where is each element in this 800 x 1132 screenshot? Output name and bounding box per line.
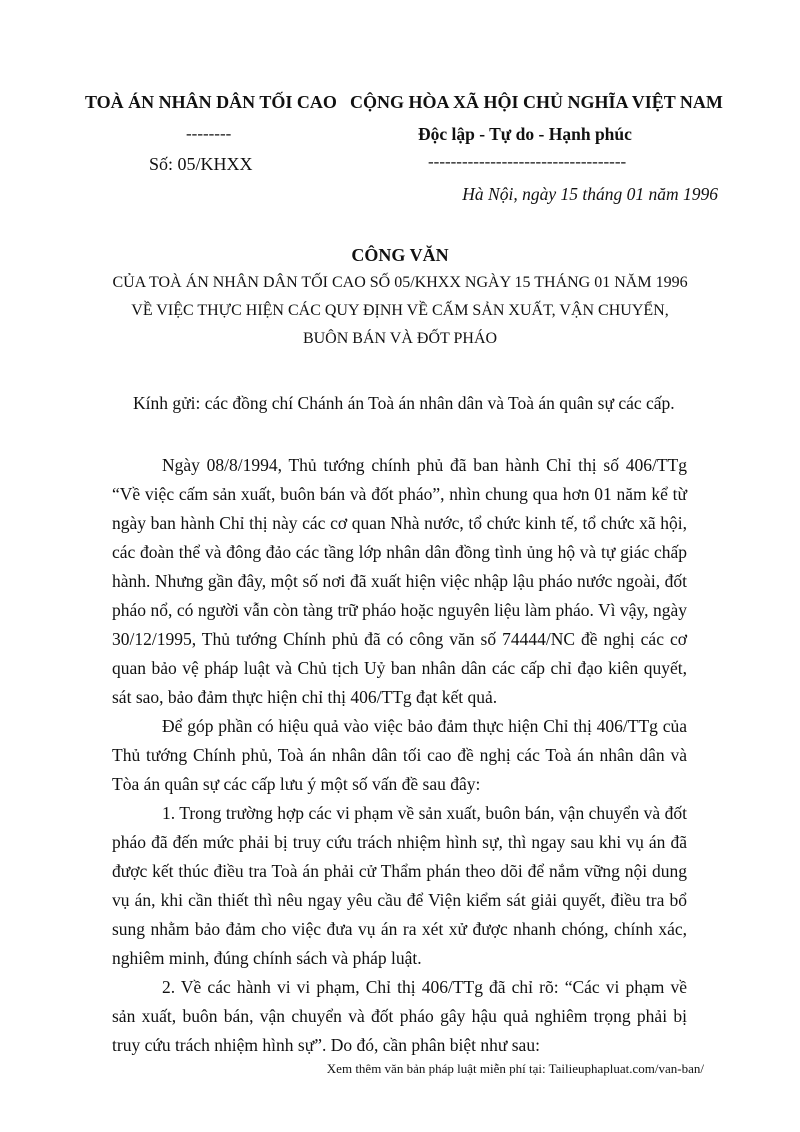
country-name: CỘNG HÒA XÃ HỘI CHỦ NGHĨA VIỆT NAM	[350, 92, 723, 112]
title-line-1: CỦA TOÀ ÁN NHÂN DÂN TỐI CAO SỐ 05/KHXX NGÀY 15 THÁNG 01 NĂM 1996	[112, 274, 688, 291]
court-name: TOÀ ÁN NHÂN DÂN TỐI CAO	[85, 92, 337, 112]
place-date: Hà Nội, ngày 15 tháng 01 năm 1996	[462, 184, 718, 204]
court-divider: --------	[186, 124, 232, 143]
paragraph-item-2: 2. Về các hành vi vi phạm, Chỉ thị 406/TTg đã chỉ rõ: “Các vi phạm về sản xuất, buôn bán, vận chuyển và đốt pháo gây hậu quả nghiêm trọng phải bị truy cứu trách nhiệm hình sự”. Do đó, cần phân biệt như sau:	[112, 977, 687, 1055]
paragraph-2: Để góp phần có hiệu quả vào việc bảo đảm thực hiện Chỉ thị 406/TTg của Thủ tướng Chính phủ, Toà án nhân dân tối cao đề nghị các Toà án nhân dân và Tòa án quân sự các cấp lưu ý một số vấn đề sau đây:	[112, 716, 687, 794]
national-motto: Độc lập - Tự do - Hạnh phúc	[418, 124, 632, 144]
document-number: Số: 05/KHXX	[149, 154, 253, 174]
document-type: CÔNG VĂN	[351, 245, 449, 265]
title-line-3: BUÔN BÁN VÀ ĐỐT PHÁO	[302, 330, 498, 347]
paragraph-1: Ngày 08/8/1994, Thủ tướng chính phủ đã ban hành Chỉ thị số 406/TTg “Về việc cấm sản xuất, buôn bán và đốt pháo”, nhìn chung qua hơn 01 năm kể từ ngày ban hành Chỉ thị này các cơ quan Nhà nước, tổ chức kinh tế, tổ chức xã hội, các đoàn thể và đông đảo các tầng lớp nhân dân đồng tình ủng hộ và tự giác chấp hành. Nhưng gần đây, một số nơi đã xuất hiện việc nhập lậu pháo nước ngoài, đốt pháo nổ, có người vẫn còn tàng trữ pháo hoặc nguyên liệu làm pháo. Vì vậy, ngày 30/12/1995, Thủ tướng Chính phủ đã có công văn số 74444/NC đề nghị các cơ quan bảo vệ pháp luật và Chủ tịch Uỷ ban nhân dân các cấp chỉ đạo kiên quyết, sát sao, bảo đảm thực hiện chỉ thị 406/TTg đạt kết quả.	[112, 455, 687, 707]
recipient-line: Kính gửi: các đồng chí Chánh án Toà án nhân dân và Toà án quân sự các cấp.	[133, 393, 675, 413]
paragraph-item-1: 1. Trong trường hợp các vi phạm về sản xuất, buôn bán, vận chuyển và đốt pháo đã đến mức phải bị truy cứu trách nhiệm hình sự, thì ngay sau khi vụ án đã được kết thúc điều tra Toà án phải cử Thẩm phán theo dõi để nắm vững nội dung vụ án, khi cần thiết thì nêu ngay yêu cầu để Viện kiểm sát giải quyết, điều tra bổ sung nhằm bảo đảm cho việc đưa vụ án ra xét xử được nhanh chóng, chính xác, nghiêm minh, đúng chính sách và pháp luật.	[112, 803, 687, 968]
motto-divider: -----------------------------------	[428, 152, 627, 171]
footer-note: Xem thêm văn bản pháp luật miễn phí tại: Tailieuphapluat.com/van-ban/	[326, 1061, 704, 1076]
title-line-2: VỀ VIỆC THỰC HIỆN CÁC QUY ĐỊNH VỀ CẤM SẢN XUẤT, VẬN CHUYỂN,	[131, 302, 669, 319]
document-body	[112, 451, 687, 1060]
